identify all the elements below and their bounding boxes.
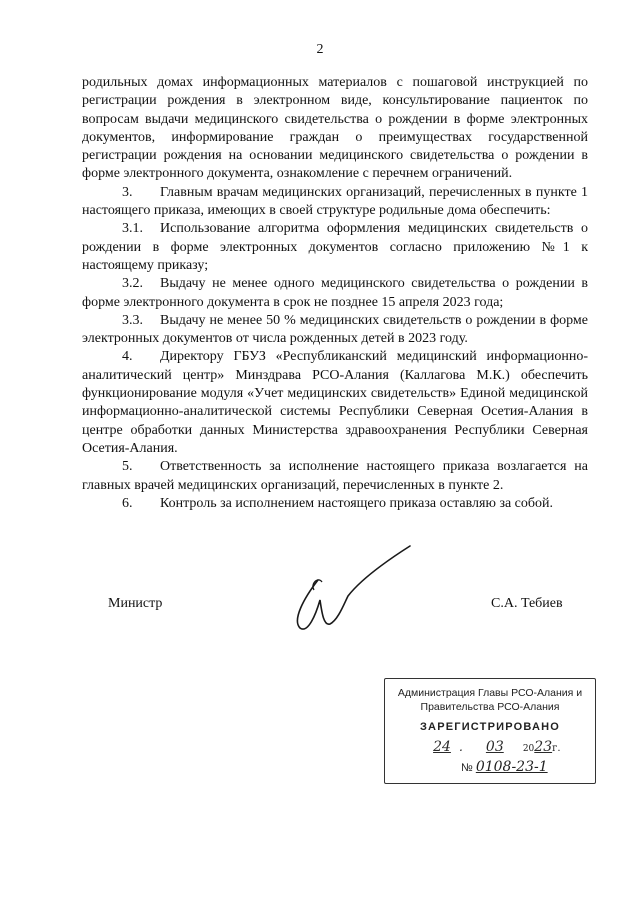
signatory-title: Министр — [108, 596, 163, 611]
stamp-date-day: 24 — [433, 739, 451, 755]
paragraph-number: 3.1. — [122, 221, 143, 237]
paragraph-5 — [82, 458, 588, 495]
document-body — [82, 74, 588, 513]
paragraph-text: Ответственность за исполнение настоящего приказа возлагается на главных врачей медицинских организаций, перечисленных в пункте 2. — [82, 459, 588, 493]
stamp-date-month: 03 — [485, 739, 504, 755]
paragraph-text: Контроль за исполнением настоящего приказа оставляю за собой. — [160, 495, 554, 511]
stamp-status: ЗАРЕГИСТРИРОВАНО — [419, 721, 561, 733]
registration-stamp — [384, 678, 596, 784]
paragraph-number: 3.3. — [122, 312, 143, 328]
stamp-number-value: 0108-23-1 — [475, 759, 548, 775]
stamp-authority-line-1: Администрация Главы РСО-Алания и — [397, 687, 583, 699]
stamp-number-prefix: № — [461, 762, 473, 774]
paragraph-text: Выдачу не менее 50 % медицинских свидетельств о рождении в форме электронных документов от числа рожденных детей в 2023 году. — [82, 312, 588, 347]
signatory-name: С.А. Тебиев — [491, 596, 563, 611]
paragraph-3 — [82, 184, 588, 221]
paragraph-3-2 — [82, 275, 588, 312]
stamp-date: 24 . 03 2023г. — [425, 739, 561, 755]
page-number: 2 — [316, 42, 324, 57]
paragraph-number: 6. — [122, 495, 133, 511]
stamp-date-suffix: г. — [552, 743, 561, 754]
paragraph-number: 3.2. — [122, 276, 143, 292]
paragraph-text: родильных домах информационных материалов с пошаговой инструкцией по регистрации рождения в электронном виде, консультирование пациенток по вопросам выдачи медицинского свидетельства о рождении в форме электронных документов, информирование граждан о преимуществах государственной регистрации рождения на основании медицинского свидетельства о рождении в форме электронного документа, ознакомление с перечнем ограничений. — [82, 75, 588, 182]
paragraph-text: Выдачу не менее одного медицинского свидетельства о рождении в форме электронного документа в срок не позднее 15 апреля 2023 года; — [82, 276, 588, 310]
handwritten-signature — [270, 540, 430, 640]
paragraph-3-1 — [82, 220, 588, 275]
paragraph-4 — [82, 348, 588, 458]
paragraph-6 — [82, 495, 588, 513]
stamp-date-year-prefix: 20 — [522, 744, 535, 754]
stamp-authority-line-2: Правительства РСО-Алания — [420, 701, 560, 713]
paragraph-number: 5. — [122, 459, 133, 475]
paragraph-number: 3. — [122, 184, 133, 200]
paragraph-text: Использование алгоритма оформления медицинских свидетельств о рождении в форме электронных документов согласно приложению №1 к настоящему приказу; — [82, 221, 588, 273]
paragraph-text: Главным врачам медицинских организаций, перечисленных в пункте 1 настоящего приказа, имеющих в своей структуре родильные дома обеспечить: — [82, 184, 588, 219]
stamp-number — [461, 759, 548, 775]
paragraph-continuation — [82, 74, 588, 184]
paragraph-number: 4. — [122, 349, 133, 365]
paragraph-text: Директору ГБУЗ «Республиканский медицинский информационно-аналитический центр» Минздрава РСО-Алания (Каллагова М.К.) обеспечить функционирование модуля «Учет медицинских свидетельств» Единой медицинской информационно-аналитической системы Республики Северная Осетия-Алания в центре обработки данных Министерства здравоохранения Республики Северная Осетия-Алания. — [82, 349, 588, 456]
paragraph-3-3 — [82, 312, 588, 349]
stamp-date-year: 23 — [534, 739, 553, 755]
